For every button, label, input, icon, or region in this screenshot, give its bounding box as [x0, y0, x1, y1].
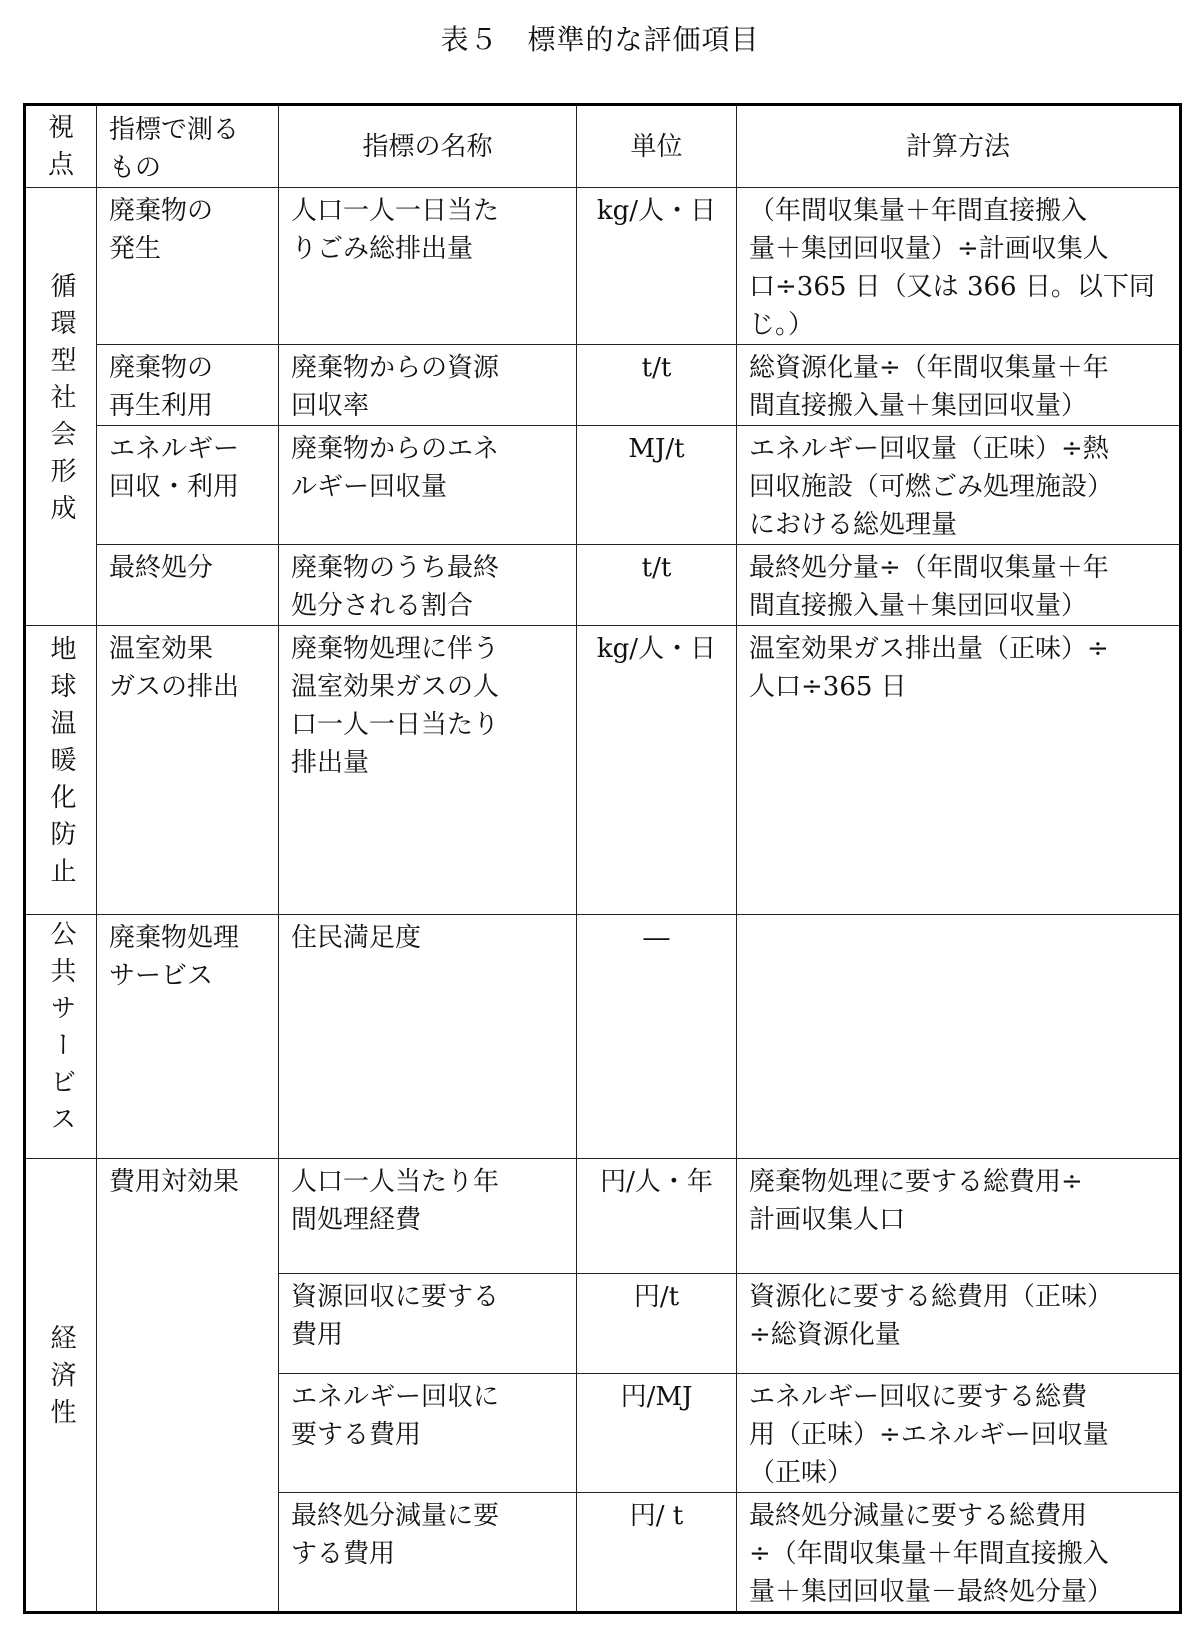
table-row [25, 1159, 1181, 1274]
cell-line: サービス [109, 961, 214, 991]
method-cell [737, 545, 1181, 626]
cell-line: 間直接搬入量＋集団回収量） [749, 591, 1088, 621]
cell-line: 温室効果ガス排出量（正味）÷ [749, 634, 1109, 664]
cell-line: 最終処分量÷（年間収集量＋年 [749, 553, 1109, 583]
cell-line: （年間収集量＋年間直接搬入 [749, 196, 1088, 226]
cell-line: じ。） [749, 310, 815, 340]
cell-line: エネルギー回収に要する総費 [749, 1382, 1088, 1412]
cell-line: 廃棄物処理 [109, 923, 240, 953]
unit-cell: 円/MJ [577, 1374, 737, 1493]
cell-line: 要する費用 [291, 1420, 422, 1450]
cell-line: 回収率 [291, 391, 370, 421]
method-cell [737, 626, 1181, 915]
cell-line: 廃棄物からの資源 [291, 353, 500, 383]
cell-line: （正味） [749, 1458, 854, 1488]
header-text: 点 [47, 149, 74, 180]
cell-line: りごみ総排出量 [291, 234, 474, 264]
cell-line: 人口一人一日当た [291, 196, 500, 226]
perspective-cell [25, 626, 97, 915]
cell-line: 廃棄物処理に伴う [291, 634, 500, 664]
header-unit: 単位 [577, 105, 737, 188]
measure-cell [97, 345, 279, 426]
cell-line: 廃棄物処理に要する総費用÷ [749, 1167, 1083, 1197]
cell-line: ÷（年間収集量＋年間直接搬入 [749, 1539, 1109, 1569]
indicator-name-cell [279, 345, 577, 426]
indicator-name-cell [279, 1493, 577, 1613]
measure-cell [97, 188, 279, 345]
indicator-name-cell [279, 1374, 577, 1493]
method-cell [737, 426, 1181, 545]
cell-line: 廃棄物からのエネ [291, 434, 500, 464]
indicator-name-cell [279, 1274, 577, 1374]
cell-line: 発生 [109, 234, 162, 264]
method-cell [737, 188, 1181, 345]
cell-line: における総処理量 [749, 510, 958, 540]
cell-line: 再生利用 [109, 391, 214, 421]
cell-line: 住民満足度 [291, 923, 422, 953]
header-row [25, 105, 1181, 188]
cell-line: 最終処分 [109, 553, 214, 583]
table-row [25, 188, 1181, 345]
measure-cell [97, 1159, 279, 1613]
header-text: もの [109, 152, 162, 183]
cell-line: エネルギー回収量（正味）÷熱 [749, 434, 1109, 464]
table-row [25, 345, 1181, 426]
table-row [25, 626, 1181, 915]
unit-cell: 円/t [577, 1274, 737, 1374]
method-cell [737, 1493, 1181, 1613]
method-cell [737, 1274, 1181, 1374]
cell-line: 最終処分減量に要する総費用 [749, 1501, 1088, 1531]
header-text: 指標で測る [109, 114, 240, 145]
cell-line: 最終処分減量に要 [291, 1501, 500, 1531]
cell-line: 廃棄物のうち最終 [291, 553, 500, 583]
indicator-name-cell [279, 545, 577, 626]
measure-cell [97, 426, 279, 545]
indicator-name-cell [279, 915, 577, 1159]
unit-cell: kg/人・日 [577, 188, 737, 345]
perspective-cell [25, 188, 97, 626]
cell-line: 排出量 [291, 748, 370, 778]
cell-line: 資源回収に要する [291, 1282, 500, 1312]
cell-line: 量＋集団回収量－最終処分量） [749, 1577, 1114, 1607]
header-perspective [25, 105, 97, 188]
measure-cell [97, 915, 279, 1159]
cell-line: 人口÷365 日 [749, 672, 907, 702]
table-title: 表５ 標準的な評価項目 [440, 23, 760, 56]
cell-line: 口一人一日当たり [291, 710, 500, 740]
perspective-label: 地球温暖化防止 [46, 635, 76, 894]
cell-line: 回収施設（可燃ごみ処理施設） [749, 472, 1114, 502]
unit-cell: kg/人・日 [577, 626, 737, 915]
perspective-cell [25, 915, 97, 1159]
cell-line: 回収・利用 [109, 472, 240, 502]
cell-line: 廃棄物の [109, 196, 214, 226]
perspective-label: 循環型社会形成 [46, 271, 76, 531]
cell-line: 用（正味）÷エネルギー回収量 [749, 1420, 1109, 1450]
perspective-label: 公共サービス [46, 920, 76, 1142]
perspective-cell [25, 1159, 97, 1613]
indicator-name-cell [279, 626, 577, 915]
table-row [25, 545, 1181, 626]
perspective-label: 経済性 [46, 1324, 76, 1435]
cell-line: 温室効果ガスの人 [291, 672, 500, 702]
measure-cell [97, 626, 279, 915]
cell-line: 廃棄物の [109, 353, 214, 383]
unit-cell: 円/人・年 [577, 1159, 737, 1274]
table-row [25, 426, 1181, 545]
cell-line: ルギー回収量 [291, 472, 448, 502]
measure-cell [97, 545, 279, 626]
evaluation-items-table [23, 103, 1182, 1614]
cell-line: ÷総資源化量 [749, 1320, 901, 1350]
cell-line: する費用 [291, 1539, 396, 1569]
unit-cell: t/t [577, 345, 737, 426]
cell-line: 総資源化量÷（年間収集量＋年 [749, 353, 1109, 383]
indicator-name-cell [279, 1159, 577, 1274]
cell-line: 間処理経費 [291, 1205, 422, 1235]
cell-line: 計画収集人口 [749, 1205, 906, 1235]
unit-cell: MJ/t [577, 426, 737, 545]
cell-line: 口÷365 日（又は 366 日。以下同 [749, 272, 1155, 302]
cell-line: エネルギー回収に [291, 1382, 500, 1412]
table-row [25, 915, 1181, 1159]
cell-line: 費用対効果 [109, 1167, 240, 1197]
cell-line: 人口一人当たり年 [291, 1167, 500, 1197]
header-method: 計算方法 [737, 105, 1181, 188]
cell-line: 処分される割合 [291, 591, 474, 621]
method-cell [737, 1374, 1181, 1493]
cell-line: 間直接搬入量＋集団回収量） [749, 391, 1088, 421]
indicator-name-cell [279, 188, 577, 345]
cell-line: 費用 [291, 1320, 344, 1350]
unit-cell: t/t [577, 545, 737, 626]
cell-line: 量＋集団回収量）÷計画収集人 [749, 234, 1109, 264]
indicator-name-cell [279, 426, 577, 545]
method-cell [737, 915, 1181, 1159]
cell-line: 資源化に要する総費用（正味） [749, 1282, 1114, 1312]
unit-cell: ― [577, 915, 737, 1159]
cell-line: 温室効果 [109, 634, 214, 664]
header-text: 視 [47, 112, 74, 143]
method-cell [737, 345, 1181, 426]
unit-cell: 円/ t [577, 1493, 737, 1613]
cell-line: ガスの排出 [109, 672, 240, 702]
cell-line: エネルギー [109, 434, 240, 464]
method-cell [737, 1159, 1181, 1274]
header-name: 指標の名称 [279, 105, 577, 188]
header-measure [97, 105, 279, 188]
